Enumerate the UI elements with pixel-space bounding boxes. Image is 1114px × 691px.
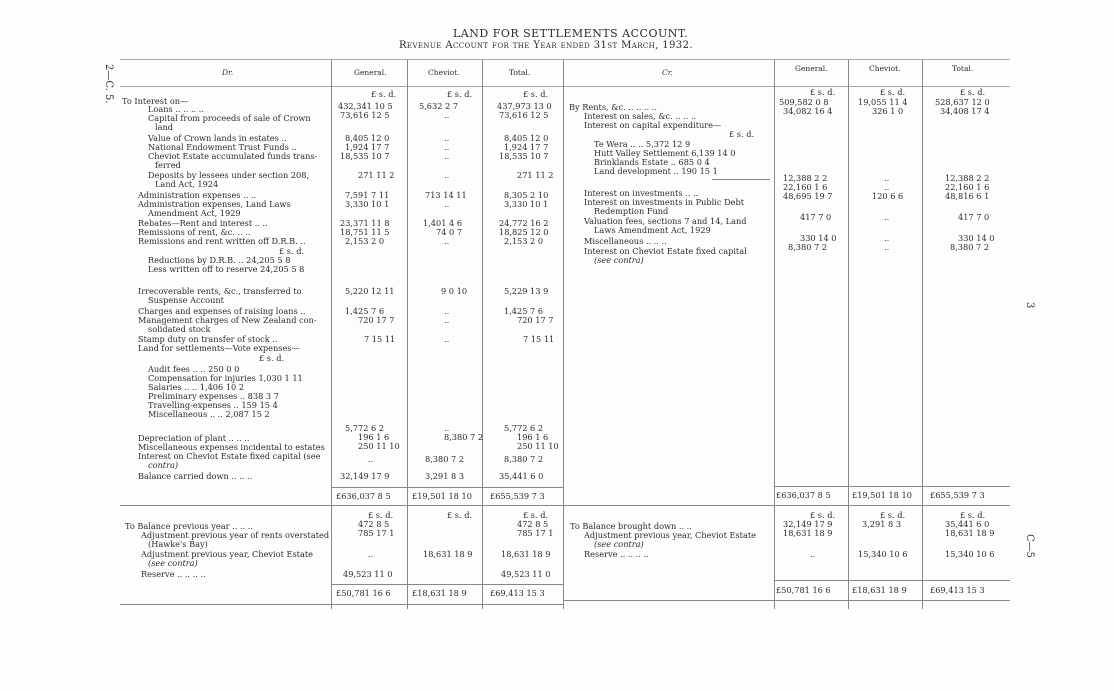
dr-cheviot-value: .. bbox=[444, 142, 450, 152]
dr-line: Interest on Cheviot Estate fixed capital (see bbox=[138, 451, 321, 461]
dr-general-value: 196 1 6 bbox=[358, 432, 390, 442]
header-top-rule bbox=[120, 59, 1010, 60]
dr-total-value: 8,380 7 2 bbox=[504, 454, 544, 464]
cr-currency-cheviot: £ s. d. bbox=[880, 87, 906, 97]
dr-line: Remissions and rent written off D.R.B. .. bbox=[138, 236, 306, 246]
dr-general-value: 2,153 2 0 bbox=[345, 236, 385, 246]
dr-line: Value of Crown lands in estates .. bbox=[148, 133, 287, 143]
cr-divider-general bbox=[774, 59, 775, 609]
dr-general-value: 720 17 7 bbox=[358, 315, 395, 325]
cr-lower-currency-total: £ s. d. bbox=[960, 510, 986, 520]
cr-lower-line: Reserve .. .. .. .. bbox=[584, 549, 649, 559]
dr-currency-cheviot: £ s. d. bbox=[447, 89, 473, 99]
cr-divider-cheviot bbox=[848, 59, 849, 609]
cr-label: Cr. bbox=[662, 68, 673, 77]
cr-total-value: 48,816 6 1 bbox=[945, 191, 990, 201]
dr-divider-total bbox=[482, 59, 483, 609]
dr-line: Compensation for injuries 1,030 1 11 bbox=[148, 373, 303, 383]
cr-cheviot-value: .. bbox=[884, 242, 890, 252]
dr-line: Depreciation of plant .. .. .. bbox=[138, 433, 250, 443]
dr-divider-cheviot bbox=[407, 59, 408, 609]
dr-line: Stamp duty on transfer of stock .. bbox=[138, 334, 278, 344]
dr-cheviot-value: .. bbox=[444, 199, 450, 209]
dr-total-value: 720 17 7 bbox=[517, 315, 554, 325]
dr-line: Cheviot Estate accumulated funds trans- bbox=[148, 151, 318, 161]
cr-lower-totals-total: £69,413 15 3 bbox=[930, 585, 985, 595]
dr-line: Audit fees .. .. 250 0 0 bbox=[148, 364, 240, 374]
cr-col-general: General. bbox=[795, 64, 828, 73]
dr-cheviot-value: .. bbox=[444, 236, 450, 246]
cr-total-value: 34,408 17 4 bbox=[940, 106, 990, 116]
dr-cheviot-value: .. bbox=[444, 334, 450, 344]
cr-lower-cheviot: 15,340 10 6 bbox=[858, 549, 908, 559]
dr-currency-general: £ s. d. bbox=[371, 89, 397, 99]
cr-line: Miscellaneous .. .. .. bbox=[584, 236, 667, 246]
dr-general-value: 250 11 10 bbox=[358, 441, 400, 451]
dr-total-value: 5,772 6 2 bbox=[504, 423, 544, 433]
cr-lower-currency-general: £ s. d. bbox=[810, 510, 836, 520]
cr-line: (see contra) bbox=[594, 255, 644, 265]
dr-col-general: General. bbox=[354, 68, 387, 77]
cr-line: Laws Amendment Act, 1929 bbox=[594, 225, 711, 235]
page-subtitle: Revenue Account for the Year ended 31st March, 1932. bbox=[399, 40, 693, 51]
dr-general-value: .. bbox=[368, 454, 374, 464]
cr-general-value: 22,160 1 6 bbox=[783, 182, 828, 192]
cr-cheviot-value: .. bbox=[884, 182, 890, 192]
side-label-right-bottom: C—5 bbox=[1024, 534, 1035, 559]
dr-line: Irrecoverable rents, &c., transferred to bbox=[138, 286, 302, 296]
dr-total-value: 437,973 13 0 bbox=[497, 101, 552, 111]
dr-cheviot-value: .. bbox=[444, 170, 450, 180]
dr-cheviot-value: 713 14 11 bbox=[425, 190, 467, 200]
dr-lower-totals-rule bbox=[331, 584, 563, 585]
dr-line: Charges and expenses of raising loans .. bbox=[138, 306, 306, 316]
cr-line: Te Wera .. .. 5,372 12 9 bbox=[594, 139, 691, 149]
dr-cheviot-value: 9 0 10 bbox=[441, 286, 468, 296]
dr-label: Dr. bbox=[222, 68, 234, 77]
cr-currency-general: £ s. d. bbox=[810, 87, 836, 97]
cr-total-value: 417 7 0 bbox=[958, 212, 990, 222]
cr-lower-totals-cheviot: £18,631 18 9 bbox=[852, 585, 907, 595]
dr-bottom-rule bbox=[120, 604, 563, 605]
dr-line: Preliminary expenses .. 838 3 7 bbox=[148, 391, 279, 401]
cr-lower-currency-cheviot: £ s. d. bbox=[880, 510, 906, 520]
dr-cheviot-value: .. bbox=[444, 151, 450, 161]
dr-lower-general: .. bbox=[368, 549, 374, 559]
dr-total-value: 18,825 12 0 bbox=[499, 227, 549, 237]
dr-lower-line: (Hawke's Bay) bbox=[148, 539, 208, 549]
dr-line: ferred bbox=[155, 160, 181, 170]
dr-lower-total: 18,631 18 9 bbox=[501, 549, 551, 559]
dr-col-total: Total. bbox=[509, 68, 531, 77]
dr-line: Miscellaneous expenses incidental to estates bbox=[138, 442, 325, 452]
dr-general-value: 5,220 12 11 bbox=[345, 286, 395, 296]
dr-cheviot-value: .. bbox=[444, 423, 450, 433]
cr-cheviot-value: .. bbox=[884, 212, 890, 222]
cr-line: Valuation fees, sections 7 and 14, Land bbox=[584, 216, 747, 226]
dr-total-value: 1,425 7 6 bbox=[504, 306, 544, 316]
dr-lower-general: 785 17 1 bbox=[358, 528, 395, 538]
dr-general-value: 271 11 2 bbox=[358, 170, 395, 180]
dr-cheviot-value: .. bbox=[444, 315, 450, 325]
cr-total-value: 8,380 7 2 bbox=[950, 242, 990, 252]
dr-line: Deposits by lessees under section 208, bbox=[148, 170, 310, 180]
dr-general-value: 32,149 17 9 bbox=[340, 471, 390, 481]
dr-general-value: 7,591 7 11 bbox=[345, 190, 390, 200]
dr-total-value: 8,405 12 0 bbox=[504, 133, 549, 143]
dr-total-value: 196 1 6 bbox=[517, 432, 549, 442]
cr-line: Hutt Valley Settlement 6,139 14 0 bbox=[594, 148, 736, 158]
cr-bottom-rule bbox=[563, 600, 1010, 601]
side-label-right-top: 3 bbox=[1024, 302, 1035, 309]
page-title: LAND FOR SETTLEMENTS ACCOUNT. bbox=[453, 27, 689, 40]
dr-line: £ s. d. bbox=[259, 353, 285, 363]
cr-general-value: 417 7 0 bbox=[800, 212, 832, 222]
dr-total-value: 35,441 6 0 bbox=[499, 471, 544, 481]
cr-general-value: 48,695 19 7 bbox=[783, 191, 833, 201]
dr-general-value: 18,751 11 5 bbox=[340, 227, 390, 237]
dr-lower-totals-general: £50,781 16 6 bbox=[336, 588, 391, 598]
dr-line: Land for settlements—Vote expenses— bbox=[138, 343, 300, 353]
cr-line: Interest on capital expenditure— bbox=[584, 120, 722, 130]
dr-lower-line: Adjustment previous year, Cheviot Estate bbox=[141, 549, 313, 559]
dr-lower-line: To Balance previous year .. .. .. bbox=[125, 521, 254, 531]
dr-cheviot-value: 5,632 2 7 bbox=[419, 101, 459, 111]
cr-cheviot-value: 326 1 0 bbox=[872, 106, 904, 116]
cr-lower-line: To Balance brought down .. .. bbox=[570, 521, 692, 531]
dr-general-value: 1,924 17 7 bbox=[345, 142, 390, 152]
cr-subtotal-rule bbox=[712, 179, 770, 180]
dr-line: land bbox=[155, 122, 174, 132]
dr-total-value: 250 11 10 bbox=[517, 441, 559, 451]
cr-line: Interest on sales, &c. .. .. .. bbox=[584, 111, 697, 121]
dr-total-value: 1,924 17 7 bbox=[504, 142, 549, 152]
dr-line: Travelling-expenses .. 159 15 4 bbox=[148, 400, 278, 410]
dr-total-value: 18,535 10 7 bbox=[499, 151, 549, 161]
dr-general-value: 73,616 12 5 bbox=[340, 110, 390, 120]
dr-line: Balance carried down .. .. .. bbox=[138, 471, 253, 481]
dr-lower-currency-total: £ s. d. bbox=[523, 510, 549, 520]
cr-totals-cheviot: £19,501 18 10 bbox=[852, 490, 912, 500]
cr-total-value: 528,637 12 0 bbox=[935, 97, 990, 107]
dr-line: solidated stock bbox=[148, 324, 211, 334]
dr-line: contra) bbox=[148, 460, 179, 470]
dr-general-value: 18,535 10 7 bbox=[340, 151, 390, 161]
dr-totals-top-rule bbox=[331, 487, 563, 488]
cr-cheviot-value: 120 6 6 bbox=[872, 191, 904, 201]
dr-total-value: 5,229 13 9 bbox=[504, 286, 549, 296]
dr-line: Salaries .. .. 1,406 10 2 bbox=[148, 382, 245, 392]
dr-cheviot-value: .. bbox=[444, 110, 450, 120]
cr-totals-total: £655,539 7 3 bbox=[930, 490, 985, 500]
dr-cheviot-value: 3,291 8 3 bbox=[425, 471, 465, 481]
cr-divider-total bbox=[922, 59, 923, 609]
dr-line: Rebates—Rent and interest .. .. bbox=[138, 218, 268, 228]
cr-lower-general: 18,631 18 9 bbox=[783, 528, 833, 538]
dr-general-value: 1,425 7 6 bbox=[345, 306, 385, 316]
dr-lower-totals-cheviot: £18,631 18 9 bbox=[412, 588, 467, 598]
dr-lower-currency-cheviot: £ s. d. bbox=[447, 510, 473, 520]
cr-col-total: Total. bbox=[952, 64, 974, 73]
dr-cheviot-value: .. bbox=[444, 306, 450, 316]
dr-lower-currency-general: £ s. d. bbox=[368, 510, 394, 520]
cr-lower-total: 18,631 18 9 bbox=[945, 528, 995, 538]
dr-line: Less written off to reserve 24,205 5 8 bbox=[148, 264, 305, 274]
dr-total-value: 2,153 2 0 bbox=[504, 236, 544, 246]
dr-general-value: 3,330 10 1 bbox=[345, 199, 390, 209]
dr-line: Administration expenses .. .. bbox=[138, 190, 257, 200]
dr-line: Suspense Account bbox=[148, 295, 224, 305]
dr-line: To Interest on— bbox=[122, 96, 189, 106]
cr-line: Interest on investments in Public Debt bbox=[584, 197, 745, 207]
dr-total-value: 3,330 10 1 bbox=[504, 199, 549, 209]
dr-general-value: 432,341 10 5 bbox=[338, 101, 393, 111]
dr-lower-line: Reserve .. .. .. .. bbox=[141, 569, 206, 579]
cr-total-value: 330 14 0 bbox=[958, 233, 995, 243]
cr-line: By Rents, &c. .. .. .. .. bbox=[569, 102, 657, 112]
dr-general-value: 7 15 11 bbox=[364, 334, 396, 344]
cr-lower-general: 32,149 17 9 bbox=[783, 519, 833, 529]
dr-lower-totals-total: £69,413 15 3 bbox=[490, 588, 545, 598]
cr-lower-totals-general: £50,781 16 6 bbox=[776, 585, 831, 595]
cr-total-value: 12,388 2 2 bbox=[945, 173, 990, 183]
dr-line: Land Act, 1924 bbox=[155, 179, 219, 189]
cr-lower-general: .. bbox=[810, 549, 816, 559]
cr-lower-total: 35,441 6 0 bbox=[945, 519, 990, 529]
dr-cr-divider bbox=[563, 59, 564, 609]
cr-totals-general: £636,037 8 5 bbox=[776, 490, 831, 500]
dr-line: Remissions of rent, &c. .. .. bbox=[138, 227, 251, 237]
cr-line: Brinklands Estate .. 685 0 4 bbox=[594, 157, 710, 167]
dr-total-value: 24,772 16 2 bbox=[499, 218, 549, 228]
dr-cheviot-value: 1,401 4 6 bbox=[423, 218, 463, 228]
dr-line: Loans .. .. .. .. bbox=[148, 104, 204, 114]
cr-cheviot-value: .. bbox=[884, 233, 890, 243]
dr-line: £ s. d. bbox=[279, 246, 305, 256]
cr-col-cheviot: Cheviot. bbox=[869, 64, 901, 73]
dr-line: Miscellaneous .. .. 2,087 15 2 bbox=[148, 409, 270, 419]
cr-general-value: 509,582 0 8 bbox=[779, 97, 829, 107]
cr-line: Interest on Cheviot Estate fixed capital bbox=[584, 246, 747, 256]
cr-line: Interest on investments .. .. bbox=[584, 188, 699, 198]
dr-line: Amendment Act, 1929 bbox=[148, 208, 241, 218]
dr-lower-total: 49,523 11 0 bbox=[501, 569, 551, 579]
dr-line: Administration expenses, Land Laws bbox=[138, 199, 291, 209]
dr-cheviot-value: .. bbox=[444, 133, 450, 143]
cr-lower-line: Adjustment previous year, Cheviot Estate bbox=[584, 530, 756, 540]
cr-general-value: 12,388 2 2 bbox=[783, 173, 828, 183]
dr-total-value: 271 11 2 bbox=[517, 170, 554, 180]
dr-cheviot-value: 8,380 7 2 bbox=[425, 454, 465, 464]
cr-lower-line: (see contra) bbox=[594, 539, 644, 549]
cr-general-value: 330 14 0 bbox=[800, 233, 837, 243]
dr-line: Reductions by D.R.B. .. 24,205 5 8 bbox=[148, 255, 291, 265]
dr-lower-total: 472 8 5 bbox=[517, 519, 549, 529]
dr-lower-total: 785 17 1 bbox=[517, 528, 554, 538]
section-rule bbox=[120, 505, 1010, 506]
cr-lower-cheviot: 3,291 8 3 bbox=[862, 519, 902, 529]
dr-line: Management charges of New Zealand con- bbox=[138, 315, 317, 325]
dr-general-value: 23,371 11 8 bbox=[340, 218, 390, 228]
dr-currency-total: £ s. d. bbox=[523, 89, 549, 99]
cr-lower-total: 15,340 10 6 bbox=[945, 549, 995, 559]
cr-general-value: 34,082 16 4 bbox=[783, 106, 833, 116]
cr-totals-top-rule bbox=[774, 486, 1010, 487]
cr-line: Redemption Fund bbox=[594, 206, 669, 216]
dr-cheviot-value: 74 0 7 bbox=[436, 227, 463, 237]
dr-col-cheviot: Cheviot. bbox=[428, 68, 460, 77]
dr-totals-general: £636,037 8 5 bbox=[336, 491, 391, 501]
dr-general-value: 8,405 12 0 bbox=[345, 133, 390, 143]
dr-lower-general: 472 8 5 bbox=[358, 519, 390, 529]
dr-totals-cheviot: £19,501 18 10 bbox=[412, 491, 472, 501]
dr-total-value: 7 15 11 bbox=[523, 334, 555, 344]
cr-line: £ s. d. bbox=[729, 129, 755, 139]
cr-cheviot-value: .. bbox=[884, 173, 890, 183]
dr-total-value: 73,616 12 5 bbox=[499, 110, 549, 120]
dr-line: Capital from proceeds of sale of Crown bbox=[148, 113, 311, 123]
dr-line: National Endowment Trust Funds .. bbox=[148, 142, 297, 152]
dr-lower-line: Adjustment previous year of rents overstated bbox=[141, 530, 330, 540]
cr-total-value: 22,160 1 6 bbox=[945, 182, 990, 192]
dr-lower-cheviot: 18,631 18 9 bbox=[423, 549, 473, 559]
dr-totals-total: £655,539 7 3 bbox=[490, 491, 545, 501]
dr-cheviot-value: 8,380 7 2 bbox=[444, 432, 484, 442]
cr-lower-totals-rule bbox=[774, 580, 1010, 581]
dr-total-value: 8,305 2 10 bbox=[504, 190, 549, 200]
header-bottom-rule bbox=[120, 86, 1010, 87]
side-label-left: 2—C. 5. bbox=[103, 64, 114, 104]
cr-currency-total: £ s. d. bbox=[960, 87, 986, 97]
dr-lower-line: (see contra) bbox=[148, 558, 198, 568]
cr-line: Land development .. 190 15 1 bbox=[594, 166, 718, 176]
cr-cheviot-value: 19,055 11 4 bbox=[858, 97, 908, 107]
dr-lower-general: 49,523 11 0 bbox=[343, 569, 393, 579]
dr-divider-general bbox=[331, 59, 332, 609]
cr-general-value: 8,380 7 2 bbox=[788, 242, 828, 252]
dr-general-value: 5,772 6 2 bbox=[345, 423, 385, 433]
